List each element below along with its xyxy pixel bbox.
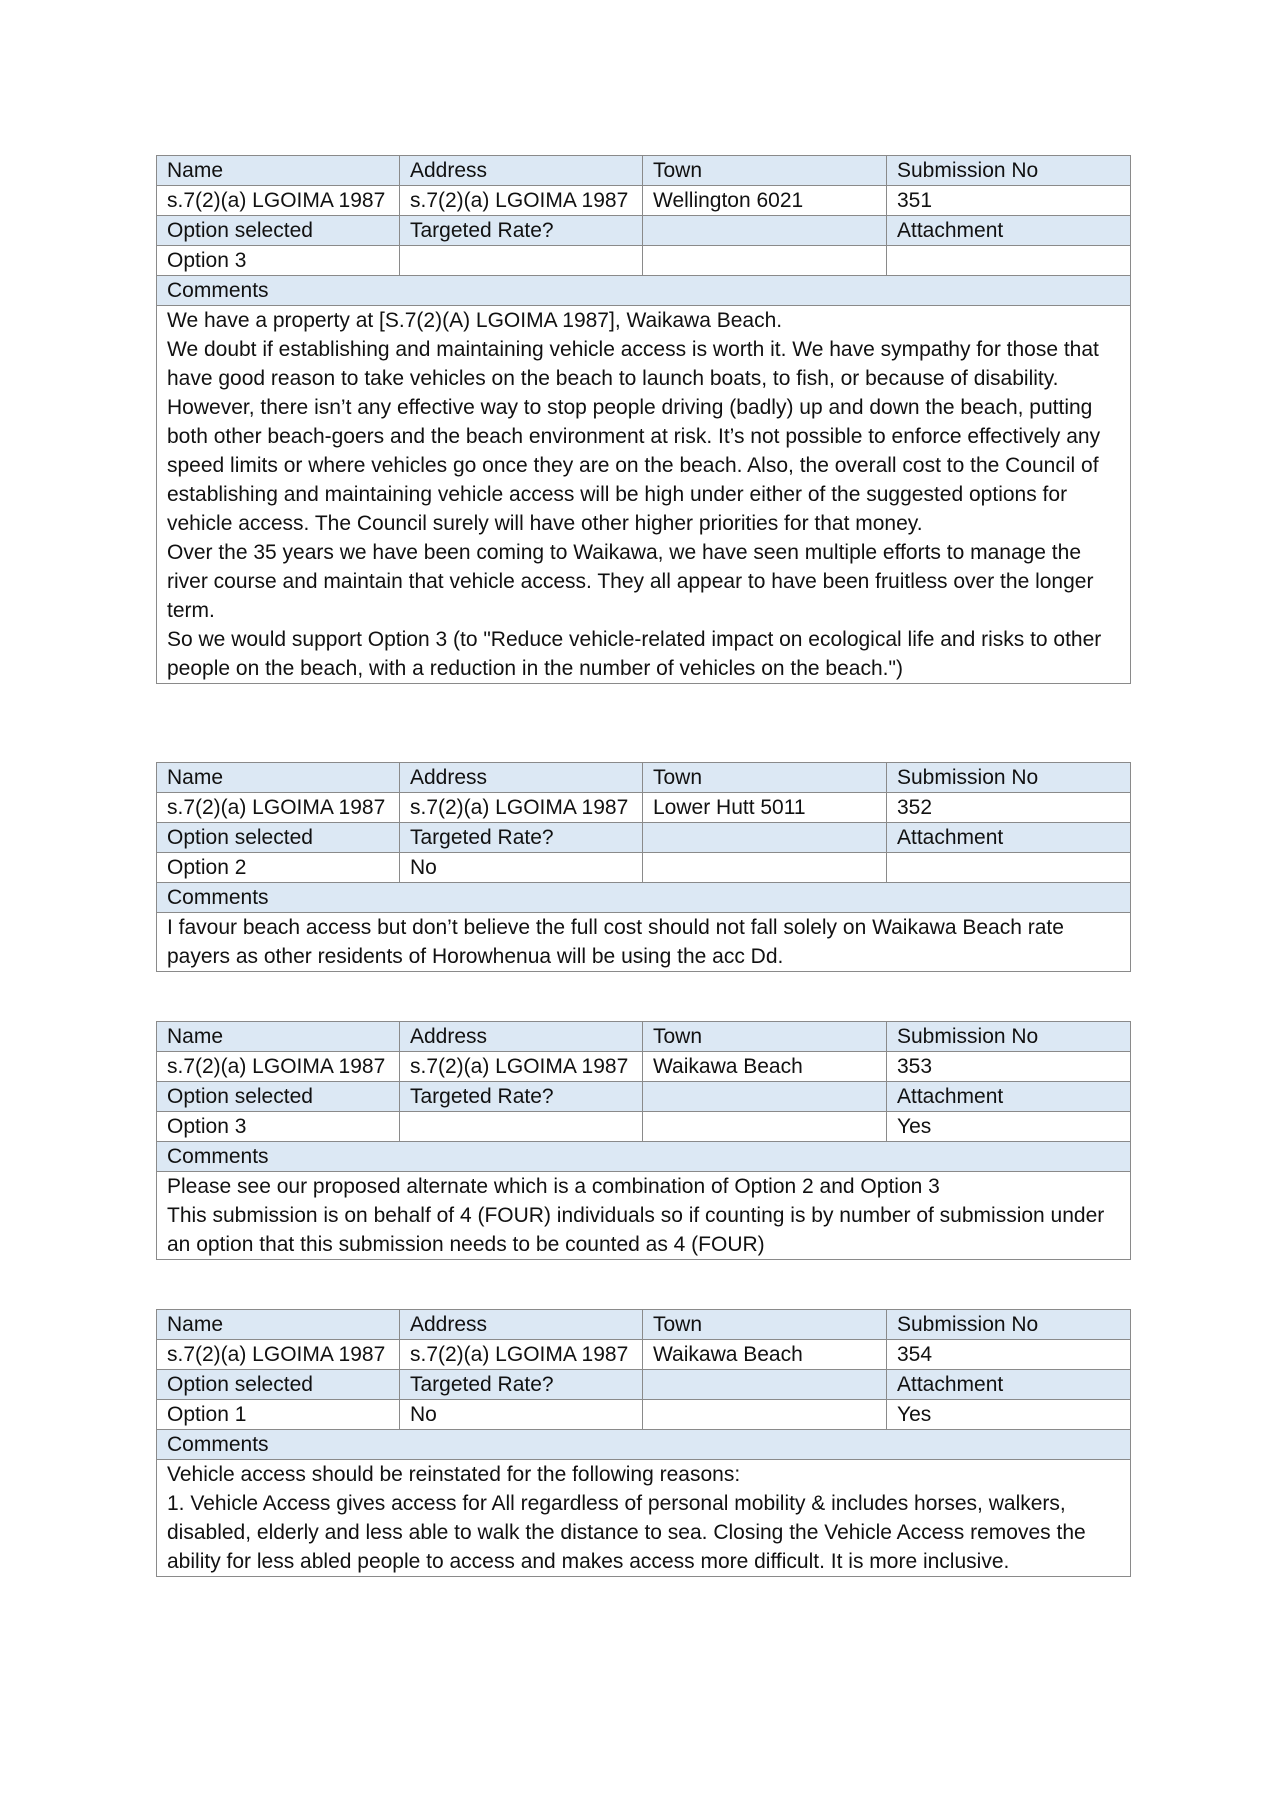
attachment-value [887,853,1131,883]
attachment-label: Attachment [887,1370,1131,1400]
option-value: Option 1 [157,1400,400,1430]
blank-header-cell [643,1370,887,1400]
comments-body [157,306,1131,684]
submission-table-352 [156,762,1131,972]
town-value: Lower Hutt 5011 [643,793,887,823]
town-label: Town [643,156,887,186]
submission-no-label: Submission No [887,1310,1131,1340]
targeted-rate-value: No [400,853,643,883]
comments-label: Comments [157,276,1131,306]
targeted-rate-label: Targeted Rate? [400,1370,643,1400]
name-label: Name [157,1022,400,1052]
submission-table-351 [156,155,1131,684]
name-value: s.7(2)(a) LGOIMA 1987 [157,1340,400,1370]
submission-no-label: Submission No [887,1022,1131,1052]
blank-header-cell [643,1082,887,1112]
name-label: Name [157,156,400,186]
town-value: Wellington 6021 [643,186,887,216]
town-value: Waikawa Beach [643,1052,887,1082]
blank-cell [643,246,887,276]
submission-no-value: 353 [887,1052,1131,1082]
name-value: s.7(2)(a) LGOIMA 1987 [157,793,400,823]
blank-cell [643,1112,887,1142]
blank-cell [643,853,887,883]
address-value: s.7(2)(a) LGOIMA 1987 [400,1340,643,1370]
option-selected-label: Option selected [157,1370,400,1400]
submission-table-353 [156,1021,1131,1260]
submission-no-value: 351 [887,186,1131,216]
option-selected-label: Option selected [157,1082,400,1112]
targeted-rate-label: Targeted Rate? [400,216,643,246]
comment-paragraph: Over the 35 years we have been coming to Waikawa, we have seen multiple efforts to manage the river course and maintain that vehicle access. They all appear to have been fruitless over the longer term. [167,541,1094,622]
targeted-rate-value: No [400,1400,643,1430]
address-label: Address [400,1310,643,1340]
option-selected-label: Option selected [157,216,400,246]
submission-table-354 [156,1309,1131,1577]
comment-paragraph: 1. Vehicle Access gives access for All regardless of personal mobility & includes horses, walkers, disabled, elderly and less able to walk the distance to sea. Closing the Vehicle Access removes the ability for less abled people to access and makes access more difficult. It is more inclusive. [167,1492,1086,1573]
town-value: Waikawa Beach [643,1340,887,1370]
comments-label: Comments [157,883,1131,913]
targeted-rate-value [400,1112,643,1142]
name-label: Name [157,763,400,793]
name-label: Name [157,1310,400,1340]
address-label: Address [400,763,643,793]
attachment-value: Yes [887,1400,1131,1430]
attachment-label: Attachment [887,216,1131,246]
comments-body [157,913,1131,972]
address-value: s.7(2)(a) LGOIMA 1987 [400,793,643,823]
comment-paragraph: We doubt if establishing and maintaining vehicle access is worth it. We have sympathy for those that have good reason to take vehicles on the beach to launch boats, to fish, or because of disability. However, there isn’t any effective way to stop people driving (badly) up and down the beach, putting both other beach-goers and the beach environment at risk. It’s not possible to enforce effectively any speed limits or where vehicles go once they are on the beach. Also, the overall cost to the Council of establishing and maintaining vehicle access will be high under either of the suggested options for vehicle access. The Council surely will have other higher priorities for that money. [167,338,1101,535]
comment-paragraph: Please see our proposed alternate which is a combination of Option 2 and Option 3 [167,1175,940,1198]
address-label: Address [400,156,643,186]
comment-paragraph: Vehicle access should be reinstated for the following reasons: [167,1463,741,1486]
comment-paragraph: This submission is on behalf of 4 (FOUR) individuals so if counting is by number of submission under an option that this submission needs to be counted as 4 (FOUR) [167,1204,1105,1256]
submission-no-label: Submission No [887,763,1131,793]
submission-no-value: 352 [887,793,1131,823]
comments-label: Comments [157,1430,1131,1460]
attachment-value: Yes [887,1112,1131,1142]
attachment-value [887,246,1131,276]
targeted-rate-label: Targeted Rate? [400,1082,643,1112]
comment-paragraph: So we would support Option 3 (to "Reduce vehicle-related impact on ecological life and risks to other people on the beach, with a reduction in the number of vehicles on the beach.") [167,628,1102,680]
town-label: Town [643,1310,887,1340]
submission-no-value: 354 [887,1340,1131,1370]
town-label: Town [643,1022,887,1052]
targeted-rate-value [400,246,643,276]
comment-paragraph: I favour beach access but don’t believe the full cost should not fall solely on Waikawa Beach rate payers as other residents of Horowhenua will be using the acc Dd. [167,916,1064,968]
address-value: s.7(2)(a) LGOIMA 1987 [400,186,643,216]
address-label: Address [400,1022,643,1052]
comment-paragraph: We have a property at [S.7(2)(A) LGOIMA 1987], Waikawa Beach. [167,309,783,332]
blank-header-cell [643,216,887,246]
option-value: Option 3 [157,246,400,276]
comments-label: Comments [157,1142,1131,1172]
address-value: s.7(2)(a) LGOIMA 1987 [400,1052,643,1082]
blank-cell [643,1400,887,1430]
submission-no-label: Submission No [887,156,1131,186]
comments-body [157,1460,1131,1577]
option-value: Option 3 [157,1112,400,1142]
comments-body [157,1172,1131,1260]
attachment-label: Attachment [887,1082,1131,1112]
option-selected-label: Option selected [157,823,400,853]
option-value: Option 2 [157,853,400,883]
targeted-rate-label: Targeted Rate? [400,823,643,853]
name-value: s.7(2)(a) LGOIMA 1987 [157,1052,400,1082]
blank-header-cell [643,823,887,853]
attachment-label: Attachment [887,823,1131,853]
town-label: Town [643,763,887,793]
name-value: s.7(2)(a) LGOIMA 1987 [157,186,400,216]
